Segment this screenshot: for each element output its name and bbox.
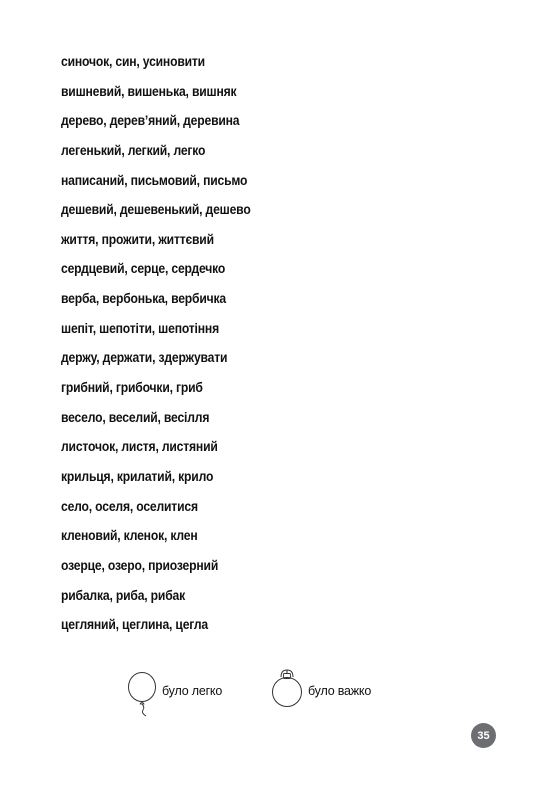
word-line: вишневий, вишенька, вишняк: [61, 83, 237, 99]
word-line: село, оселя, оселитися: [61, 498, 198, 514]
page-number-badge: 35: [471, 723, 496, 748]
rating-label-hard: було важко: [308, 684, 372, 698]
word-line: цегляний, цеглина, цегла: [61, 617, 208, 633]
word-line: дешевий, дешевенький, дешево: [61, 202, 251, 218]
balloon-icon: [126, 668, 160, 716]
word-line: грибний, грибочки, гриб: [61, 380, 203, 396]
word-line: легенький, легкий, легко: [61, 142, 206, 158]
word-line: написаний, письмовий, письмо: [61, 172, 248, 188]
word-line: життя, прожити, життєвий: [61, 231, 214, 247]
word-line: кленовий, кленок, клен: [61, 528, 198, 544]
rating-label-easy: було легко: [162, 684, 223, 698]
word-line: держу, держати, здержувати: [61, 350, 228, 366]
word-list: [61, 54, 272, 647]
weight-icon: [270, 668, 304, 710]
word-line: крильця, крилатий, крило: [61, 468, 214, 484]
word-line: дерево, дерев’яний, деревина: [61, 113, 240, 129]
word-line: листочок, листя, листяний: [61, 439, 218, 455]
word-line: озерце, озеро, приозерний: [61, 557, 219, 573]
word-line: рибалка, риба, рибак: [61, 587, 186, 603]
word-line: синочок, син, усиновити: [61, 54, 205, 69]
word-line: весело, веселий, весілля: [61, 409, 210, 425]
word-line: сердцевий, серце, сердечко: [61, 261, 226, 277]
word-line: шепіт, шепотіти, шепотіння: [61, 320, 219, 336]
word-line: верба, вербонька, вербичка: [61, 291, 226, 307]
